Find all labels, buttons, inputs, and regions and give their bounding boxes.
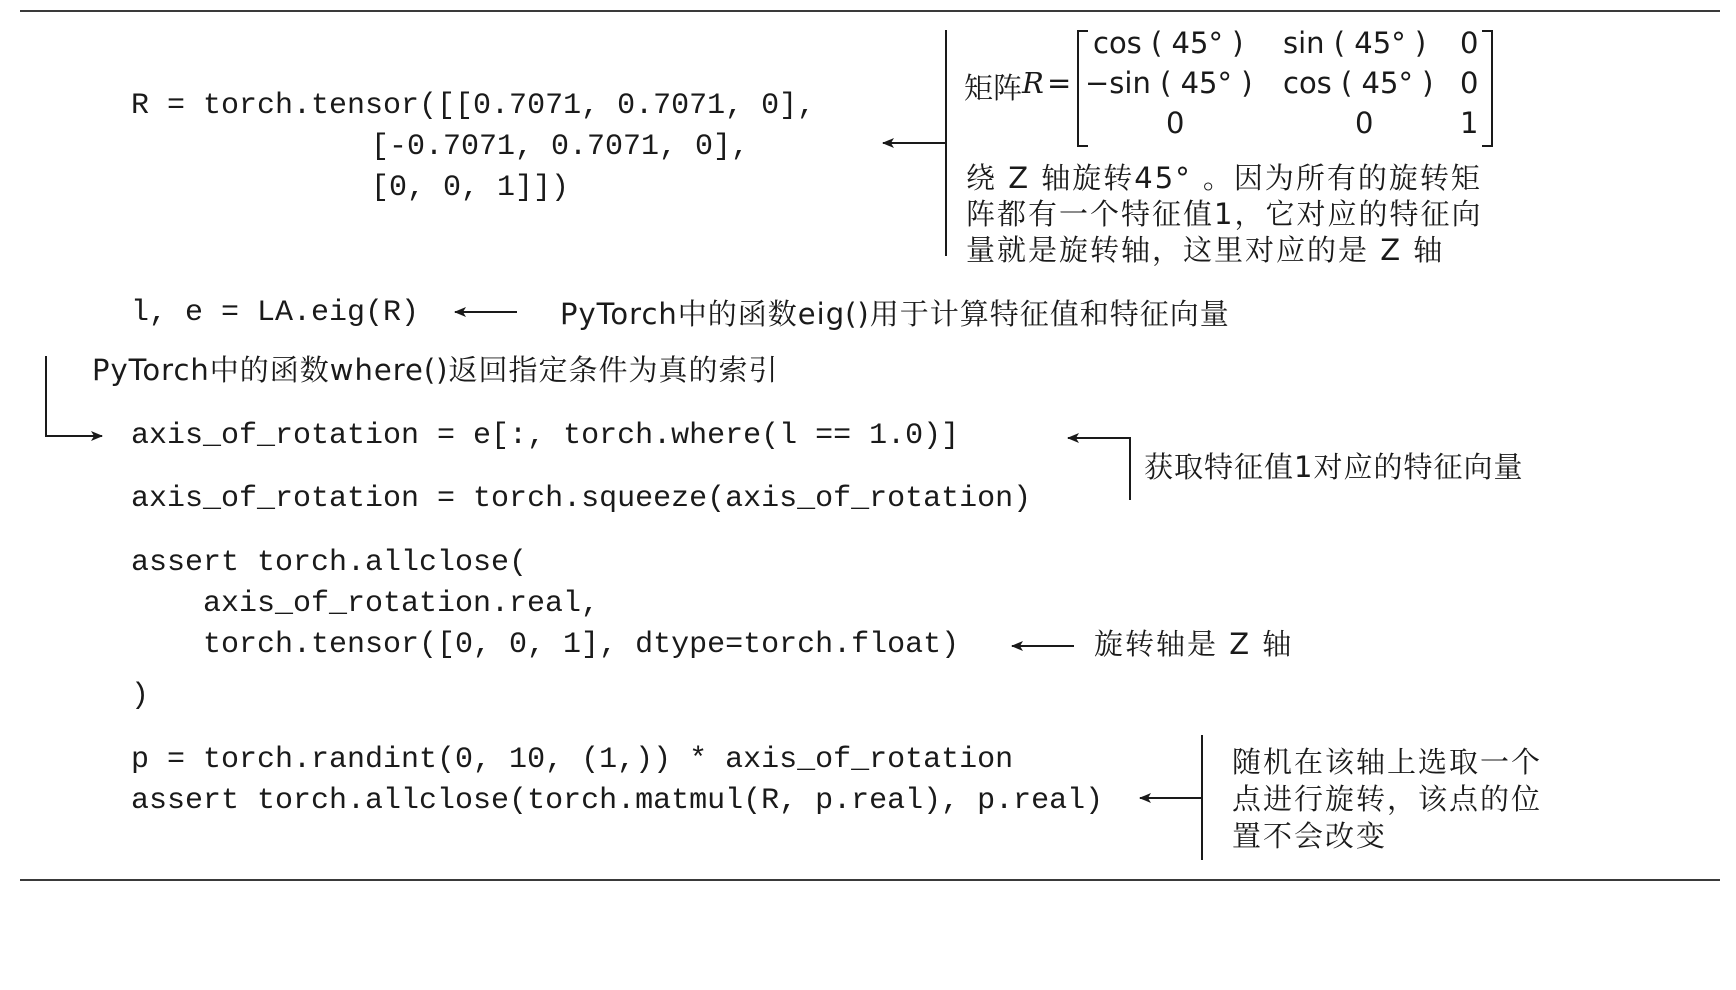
code-line-rotation-matrix-2: [-0.7071, 0.7071, 0], [371, 130, 750, 164]
code-line-assert-open: assert torch.allclose( [131, 546, 528, 580]
matrix-right-bracket [1482, 31, 1492, 146]
code-line-eig: l, e = LA.eig(R) [131, 296, 420, 330]
code-line-randint: p = torch.randint(0, 10, (1,)) * axis_of_rotation [131, 743, 1014, 777]
eigenvector-note: 获取特征值1对应的特征向量 [1144, 450, 1524, 484]
axis-note: 旋转轴是 Z 轴 [1094, 627, 1294, 661]
matrix-cell: 0 [1355, 106, 1374, 140]
point-note-line: 置不会改变 [1232, 819, 1388, 853]
matrix-equals: = [1047, 66, 1072, 100]
where-callout-arrow [46, 356, 102, 436]
rotation-note-line: 阵都有一个特征值1，它对应的特征向 [966, 197, 1483, 231]
matrix-left-bracket [1078, 31, 1088, 146]
eigenvector-callout-arrow [1068, 438, 1130, 500]
point-note-line: 随机在该轴上选取一个 [1232, 745, 1543, 779]
code-line-assert-matmul: assert torch.allclose(torch.matmul(R, p.real), p.real) [131, 784, 1104, 818]
code-line-rotation-matrix-1: R = torch.tensor([[0.7071, 0.7071, 0], [131, 89, 816, 123]
matrix-prefix: 矩阵 [964, 71, 1023, 105]
matrix-cell: sin ( 45° ) [1283, 26, 1427, 60]
where-note: PyTorch中的函数where()返回指定条件为真的索引 [92, 353, 779, 387]
code-line-assert-arg2: torch.tensor([0, 0, 1], dtype=torch.float) [203, 628, 960, 662]
matrix-cell: −sin ( 45° ) [1085, 66, 1253, 100]
rotation-note-line: 绕 Z 轴旋转45° 。因为所有的旋转矩 [966, 161, 1482, 195]
matrix-cell: 0 [1166, 106, 1185, 140]
rotation-note-line: 量就是旋转轴，这里对应的是 Z 轴 [966, 233, 1445, 267]
code-line-axis-squeeze: axis_of_rotation = torch.squeeze(axis_of_rotation) [131, 482, 1032, 516]
code-line-assert-close: ) [131, 679, 150, 713]
eig-note: PyTorch中的函数eig()用于计算特征值和特征向量 [560, 297, 1230, 331]
matrix-cell: cos ( 45° ) [1283, 66, 1434, 100]
point-note-line: 点进行旋转，该点的位 [1232, 782, 1543, 816]
matrix-cell: 0 [1460, 26, 1479, 60]
code-line-axis-where: axis_of_rotation = e[:, torch.where(l == 1.0)] [131, 419, 960, 453]
matrix-symbol: R [1022, 66, 1044, 100]
matrix-cell: 1 [1460, 106, 1479, 140]
matrix-cell: 0 [1460, 66, 1479, 100]
code-line-assert-arg1: axis_of_rotation.real, [203, 587, 600, 621]
matrix-cell: cos ( 45° ) [1093, 26, 1244, 60]
code-line-rotation-matrix-3: [0, 0, 1]]) [371, 171, 570, 205]
